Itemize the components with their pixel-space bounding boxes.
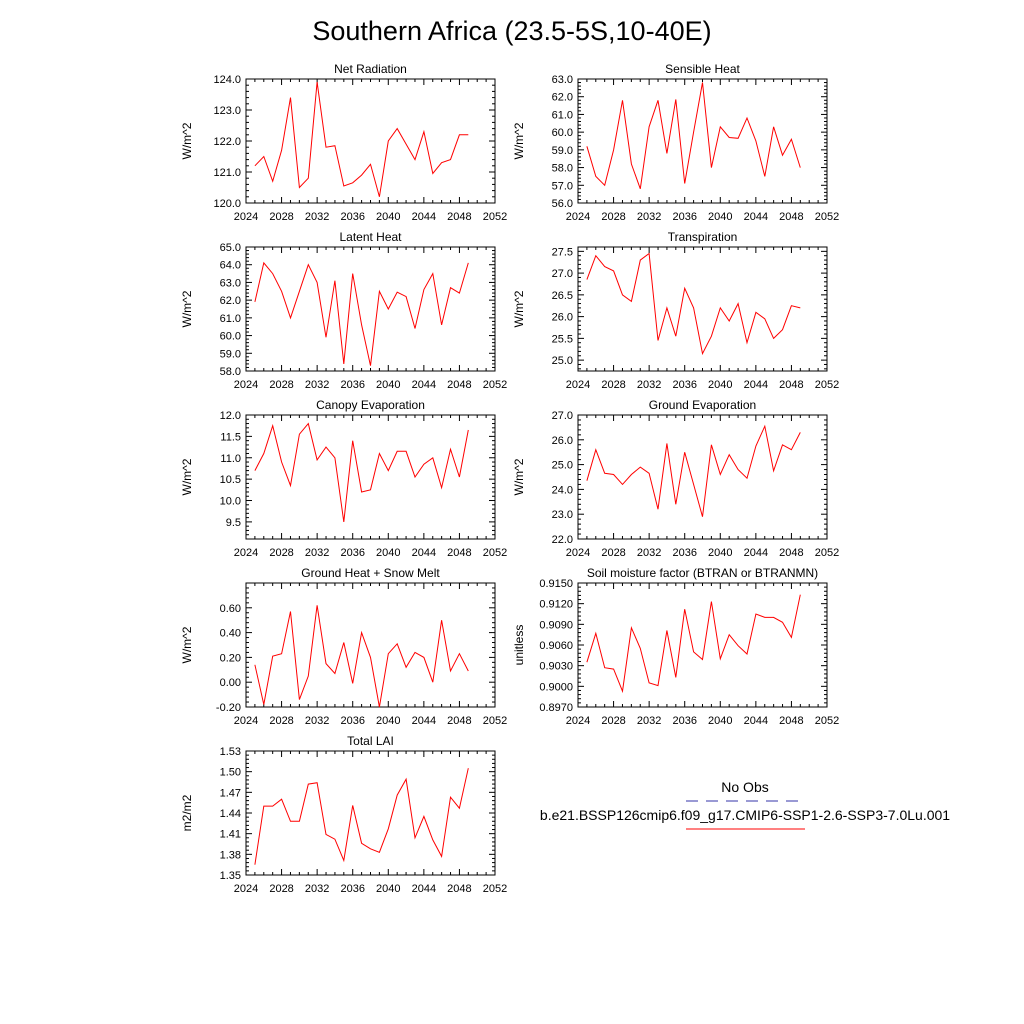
y-axis-label: W/m^2	[512, 458, 526, 496]
y-tick-label: 122.0	[213, 136, 241, 148]
series-line	[587, 83, 800, 189]
x-tick-label: 2028	[269, 547, 294, 559]
y-tick-label: 0.9120	[539, 598, 573, 611]
panels	[180, 62, 839, 895]
x-tick-label: 2032	[636, 547, 662, 559]
x-tick-label: 2048	[779, 211, 804, 223]
y-tick-label: 62.0	[219, 295, 241, 308]
y-tick-label: 27.0	[551, 410, 573, 422]
x-tick-label: 2040	[708, 715, 733, 727]
plot-frame	[246, 751, 495, 875]
y-tick-label: 64.0	[219, 259, 241, 272]
y-tick-label: 0.40	[219, 627, 241, 640]
x-tick-label: 2032	[304, 211, 330, 223]
x-tick-label: 2052	[482, 883, 508, 895]
x-tick-label: 2024	[233, 883, 259, 895]
y-tick-label: 58.0	[219, 366, 241, 378]
legend	[540, 779, 950, 829]
x-tick-label: 2024	[233, 379, 259, 391]
x-tick-label: 2028	[269, 883, 294, 895]
x-tick-label: 2028	[601, 379, 626, 391]
y-tick-label: 65.0	[219, 242, 241, 254]
y-tick-label: 0.60	[219, 602, 241, 615]
y-tick-label: 0.9090	[539, 619, 573, 632]
x-tick-label: 2040	[376, 379, 401, 391]
y-tick-label: 1.35	[219, 870, 241, 882]
plot-frame	[246, 247, 495, 371]
x-tick-label: 2044	[411, 715, 437, 727]
plot-frame	[578, 583, 827, 707]
y-tick-label: 11.0	[220, 452, 241, 465]
x-tick-label: 2040	[376, 211, 401, 223]
y-tick-label: 120.0	[213, 198, 241, 210]
x-tick-label: 2032	[304, 547, 330, 559]
x-tick-label: 2024	[233, 715, 259, 727]
chart-panel-7	[180, 566, 507, 727]
y-tick-label: 10.5	[219, 474, 241, 487]
series-line	[587, 254, 800, 354]
x-tick-label: 2032	[636, 211, 662, 223]
x-tick-label: 2044	[743, 547, 769, 559]
x-tick-label: 2024	[565, 379, 591, 391]
x-tick-label: 2048	[447, 547, 472, 559]
x-tick-label: 2048	[447, 715, 472, 727]
y-tick-label: 27.0	[551, 268, 573, 281]
x-tick-label: 2032	[636, 379, 662, 391]
y-tick-label: 57.0	[551, 180, 573, 193]
y-tick-label: 121.0	[213, 167, 241, 179]
y-tick-label: 0.20	[219, 652, 241, 665]
y-tick-label: 11.5	[220, 431, 241, 444]
y-tick-label: 59.0	[551, 144, 573, 157]
x-tick-label: 2028	[269, 379, 294, 391]
x-tick-label: 2036	[340, 211, 365, 223]
x-tick-label: 2048	[447, 883, 472, 895]
y-tick-label: 1.44	[219, 808, 241, 820]
y-tick-label: 63.0	[551, 74, 573, 86]
y-tick-label: 63.0	[219, 277, 241, 290]
series-line	[255, 263, 468, 366]
x-tick-label: 2052	[814, 715, 840, 727]
x-tick-label: 2052	[482, 715, 508, 727]
x-tick-label: 2052	[814, 211, 840, 223]
y-axis-label: W/m^2	[180, 458, 194, 496]
chart-panel-2	[512, 62, 839, 223]
x-tick-label: 2028	[269, 715, 294, 727]
chart-panel-9	[180, 734, 507, 895]
y-tick-label: 26.0	[551, 434, 573, 447]
x-tick-label: 2040	[708, 379, 733, 391]
y-tick-label: 22.0	[551, 534, 573, 546]
x-tick-label: 2028	[601, 715, 626, 727]
legend-case-label: b.e21.BSSP126cmip6.f09_g17.CMIP6-SSP1-2.6-SSP3-7.0Lu.001	[539, 807, 951, 823]
y-axis-label: W/m^2	[180, 290, 194, 328]
y-tick-label: 10.0	[219, 495, 241, 508]
x-tick-label: 2036	[672, 547, 697, 559]
x-tick-label: 2052	[482, 379, 508, 391]
series-line	[255, 605, 468, 707]
x-tick-label: 2048	[447, 211, 472, 223]
chart-panel-8	[512, 566, 839, 727]
y-tick-label: 61.0	[219, 312, 241, 325]
x-tick-label: 2036	[340, 379, 365, 391]
y-tick-label: 0.8970	[539, 702, 573, 714]
panel-title: Ground Evaporation	[648, 398, 757, 412]
panel-title: Latent Heat	[339, 230, 402, 244]
panel-title: Sensible Heat	[665, 62, 740, 76]
panel-title: Transpiration	[667, 230, 738, 244]
series-line	[587, 595, 800, 692]
y-tick-label: 1.38	[219, 849, 241, 862]
chart-panel-1	[180, 62, 507, 223]
chart-panel-3	[180, 230, 507, 391]
panel-title: Soil moisture factor (BTRAN or BTRANMN)	[586, 566, 819, 580]
x-tick-label: 2040	[376, 715, 401, 727]
y-tick-label: 62.0	[551, 91, 573, 104]
y-tick-label: 25.0	[551, 459, 573, 472]
x-tick-label: 2040	[708, 547, 733, 559]
panel-title: Total LAI	[347, 734, 394, 748]
x-tick-label: 2044	[743, 715, 769, 727]
y-tick-label: 1.41	[219, 828, 241, 841]
x-tick-label: 2028	[601, 547, 626, 559]
x-tick-label: 2036	[340, 715, 365, 727]
series-line	[255, 424, 468, 522]
y-tick-label: 56.0	[551, 198, 573, 210]
x-tick-label: 2032	[636, 715, 662, 727]
x-tick-label: 2032	[304, 715, 330, 727]
series-line	[587, 426, 800, 517]
x-tick-label: 2052	[482, 547, 508, 559]
x-tick-label: 2036	[340, 547, 365, 559]
x-tick-label: 2044	[743, 379, 769, 391]
x-tick-label: 2048	[779, 379, 804, 391]
y-tick-label: 26.5	[551, 289, 573, 302]
y-tick-label: 12.0	[219, 410, 241, 422]
y-tick-label: 60.0	[551, 127, 573, 140]
x-tick-label: 2036	[672, 379, 697, 391]
x-tick-label: 2052	[814, 379, 840, 391]
y-tick-label: 9.5	[225, 516, 241, 529]
x-tick-label: 2024	[233, 547, 259, 559]
y-tick-label: 1.53	[219, 746, 241, 758]
y-tick-label: 124.0	[213, 74, 241, 86]
figure-title: Southern Africa (23.5-5S,10-40E)	[312, 16, 712, 46]
x-tick-label: 2044	[411, 379, 437, 391]
chart-panel-6	[512, 398, 839, 559]
x-tick-label: 2040	[376, 883, 401, 895]
y-tick-label: 58.0	[551, 162, 573, 175]
x-tick-label: 2028	[269, 211, 294, 223]
x-tick-label: 2052	[814, 547, 840, 559]
y-tick-label: 60.0	[219, 330, 241, 343]
y-tick-label: 1.47	[219, 787, 241, 800]
x-tick-label: 2044	[411, 883, 437, 895]
plot-frame	[246, 415, 495, 539]
x-tick-label: 2040	[376, 547, 401, 559]
x-tick-label: 2036	[672, 211, 697, 223]
y-tick-label: 0.9060	[539, 640, 573, 652]
panel-title: Canopy Evaporation	[316, 398, 425, 412]
y-axis-label: W/m^2	[512, 122, 526, 160]
x-tick-label: 2032	[304, 883, 330, 895]
y-tick-label: 23.0	[551, 509, 573, 522]
y-axis-label: unitless	[512, 624, 526, 666]
panel-title: Ground Heat + Snow Melt	[301, 566, 440, 580]
x-tick-label: 2048	[447, 379, 472, 391]
series-line	[255, 82, 468, 197]
x-tick-label: 2048	[779, 715, 804, 727]
series-line	[255, 768, 468, 865]
y-tick-label: 59.0	[219, 348, 241, 361]
x-tick-label: 2032	[304, 379, 330, 391]
y-tick-label: 26.0	[551, 311, 573, 324]
legend-obs-label: No Obs	[721, 779, 769, 795]
x-tick-label: 2052	[482, 211, 508, 223]
x-tick-label: 2040	[708, 211, 733, 223]
x-tick-label: 2044	[743, 211, 769, 223]
x-tick-label: 2028	[601, 211, 626, 223]
x-tick-label: 2044	[411, 211, 437, 223]
x-tick-label: 2048	[779, 547, 804, 559]
y-tick-label: 25.0	[551, 355, 573, 368]
y-axis-label: W/m^2	[180, 626, 194, 664]
y-tick-label: -0.20	[215, 702, 241, 714]
x-tick-label: 2024	[233, 211, 259, 223]
y-tick-label: 0.9000	[539, 681, 573, 694]
y-tick-label: 123.0	[213, 105, 241, 117]
x-tick-label: 2024	[565, 211, 591, 223]
y-axis-label: m2/m2	[180, 794, 194, 832]
panel-title: Net Radiation	[334, 62, 407, 76]
chart-panel-5	[180, 398, 507, 559]
y-axis-label: W/m^2	[512, 290, 526, 328]
chart-panel-4	[512, 230, 839, 391]
x-tick-label: 2024	[565, 715, 591, 727]
y-tick-label: 61.0	[551, 109, 573, 122]
x-tick-label: 2036	[340, 883, 365, 895]
y-tick-label: 25.5	[551, 333, 573, 346]
x-tick-label: 2044	[411, 547, 437, 559]
y-tick-label: 0.9150	[539, 578, 573, 590]
y-tick-label: 1.50	[219, 766, 241, 779]
y-tick-label: 0.9030	[539, 660, 573, 673]
y-tick-label: 24.0	[551, 484, 573, 497]
x-tick-label: 2036	[672, 715, 697, 727]
y-tick-label: 0.00	[219, 677, 241, 690]
x-tick-label: 2024	[565, 547, 591, 559]
y-axis-label: W/m^2	[180, 122, 194, 160]
y-tick-label: 27.5	[551, 246, 573, 259]
